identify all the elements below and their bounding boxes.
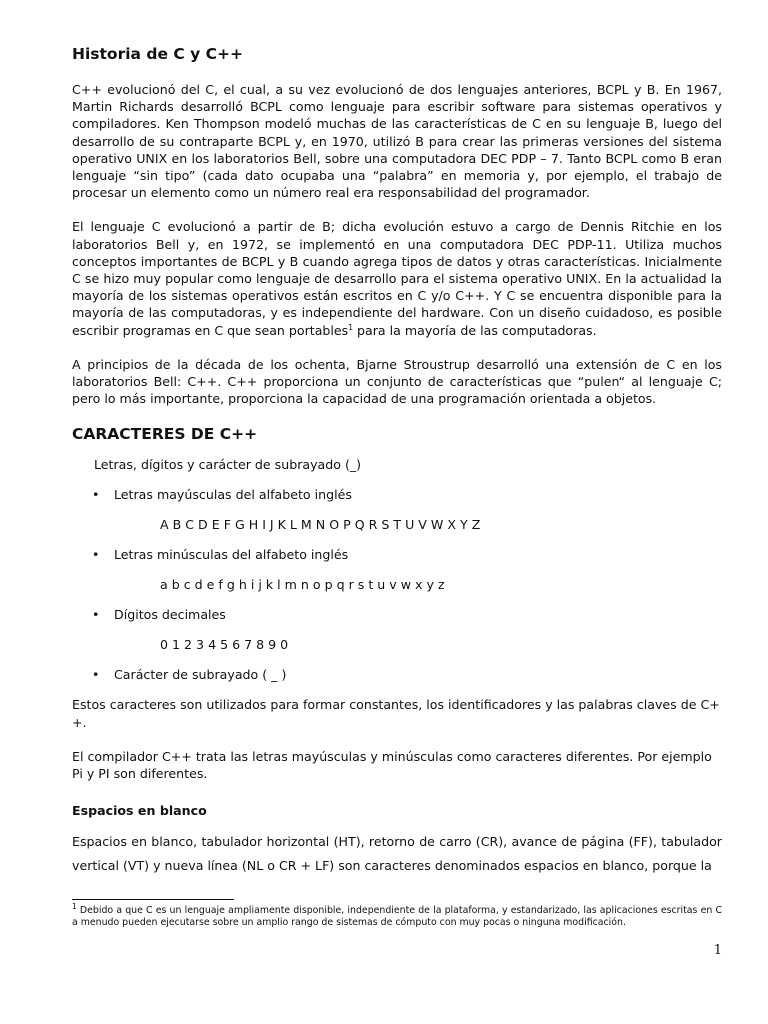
paragraph-case-sensitivity: El compilador C++ trata las letras mayúsculas y minúsculas como caracteres diferentes. Por ejemplo Pi y PI son diferentes. <box>72 748 712 782</box>
list-item-label: Dígitos decimales <box>114 607 226 623</box>
bullet-icon: • <box>92 607 100 623</box>
lowercase-letters: a b c d e f g h i j k l m n o p q r s t u v w x y z <box>160 577 445 593</box>
list-item <box>72 606 722 653</box>
footnote-marker: 1 <box>72 901 77 911</box>
bullet-icon: • <box>92 547 100 563</box>
uppercase-letters: A B C D E F G H I J K L M N O P Q R S T U V W X Y Z <box>160 517 481 533</box>
footnote-text: Debido a que C es un lenguaje ampliamente disponible, independiente de la plataforma, y estandarizado, las aplicaciones escritas en C a menudo pueden ejecutarse sobre un amplio rango de sistemas de cómputo con muy pocas o ninguna modificación. <box>72 905 722 928</box>
footnote-reference: 1 <box>348 322 354 332</box>
bullet-icon: • <box>92 667 100 683</box>
footnote-separator <box>72 899 234 900</box>
subsection-heading-whitespace: Espacios en blanco <box>72 803 207 819</box>
paragraph-history-2-end: para la mayoría de las computadoras. <box>353 322 597 338</box>
section-heading-characters: CARACTERES DE C++ <box>72 425 258 444</box>
document-title: Historia de C y C++ <box>72 45 244 63</box>
bullet-icon: • <box>92 487 100 503</box>
characters-list <box>72 486 722 683</box>
page-content <box>72 44 722 878</box>
paragraph-history-1: C++ evolucionó del C, el cual, a su vez evolucionó de dos lenguajes anteriores, BCPL y B. En 1967, Martin Richards desarrolló BCPL como lenguaje para escribir software para sistemas operativos y compiladores. Ken Thompson modeló muchas de las características de C en su lenguaje B, luego del desarrollo de su contraparte BCPL y, en 1970, utilizó B para crear las primeras versiones del sistema operativo UNIX en los laboratorios Bell, sobre una computadora DEC PDP – 7. Tanto BCPL como B eran lenguaje “sin tipo” (cada dato ocupaba una “palabra” en memoria y, por ejemplo, el trabajo de procesar un elemento como un número real era responsabilidad del programador. <box>72 82 722 201</box>
list-item-label: Letras mayúsculas del alfabeto inglés <box>114 487 352 503</box>
list-item <box>72 546 722 593</box>
paragraph-characters-usage: Estos caracteres son utilizados para formar constantes, los identificadores y las palabras claves de C+ +. <box>72 697 720 730</box>
list-item-label: Carácter de subrayado ( _ ) <box>114 667 287 683</box>
characters-intro: Letras, dígitos y carácter de subrayado (_) <box>94 457 362 473</box>
footnote <box>72 901 722 929</box>
page-number: 1 <box>713 943 722 958</box>
list-item <box>72 486 722 533</box>
paragraph-whitespace: Espacios en blanco, tabulador horizontal (HT), retorno de carro (CR), avance de página (FF), tabulador vertical (VT) y nueva línea (NL o CR + LF) son caracteres denominados espacios en blanco, porque la <box>72 834 722 874</box>
list-item <box>72 666 722 683</box>
list-item-label: Letras minúsculas del alfabeto inglés <box>114 547 349 563</box>
paragraph-history-2-text: El lenguaje C evolucionó a partir de B; dicha evolución estuvo a cargo de Dennis Ritchie en los laboratorios Bell y, en 1972, se implementó en una computadora DEC PDP-11. Utiliza muchos conceptos importantes de BCPL y B cuando agrega tipos de datos y otras características. Inicialmente C se hizo muy popular como lenguaje de desarrollo para el sistema operativo UNIX. En la actualidad la mayoría de los sistemas operativos están escritos en C y/o C++. Y C se encuentra disponible para la mayoría de las computadoras, y es independiente del hardware. Con un diseño cuidadoso, es posible escribir programas en C que sean portables <box>72 219 722 338</box>
paragraph-history-2 <box>72 218 722 338</box>
paragraph-history-3: A principios de la década de los ochenta, Bjarne Stroustrup desarrolló una extensión de C en los laboratorios Bell: C++. C++ proporciona un conjunto de características que “pulen“ al lenguaje C; pero lo más importante, proporciona la capacidad de una programación orientada a objetos. <box>72 356 722 407</box>
decimal-digits: 0 1 2 3 4 5 6 7 8 9 0 <box>160 637 289 653</box>
